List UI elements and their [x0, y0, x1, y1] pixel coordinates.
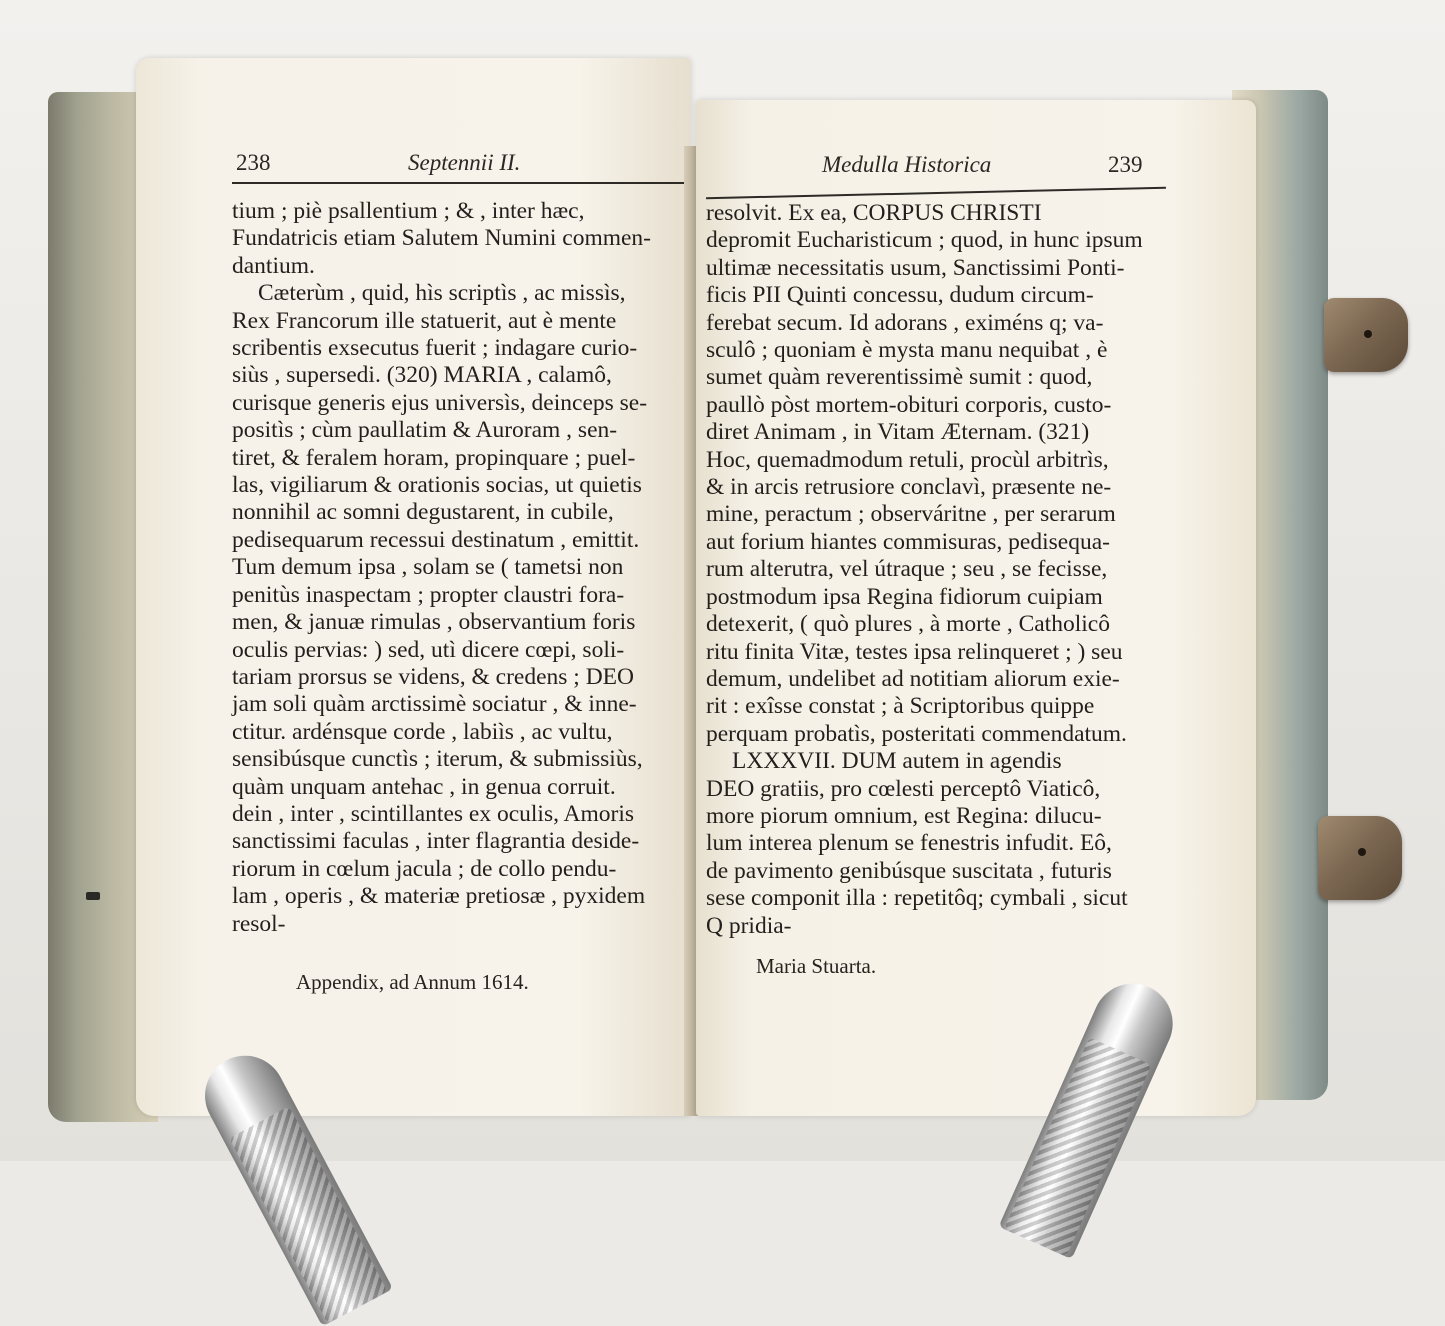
right-page-text [706, 200, 1164, 940]
text-line: positìs ; cùm paullatim & Auroram , sen- [232, 417, 618, 444]
text-line: postmodum ipsa Regina fidiorum cuipiam [706, 583, 1103, 610]
left-header-rule [232, 182, 684, 184]
left-page [136, 58, 691, 1116]
text-line: oculis pervias: ) sed, utì dicere cœpi, soli- [232, 636, 625, 663]
text-line: & in arcis retrusiore conclavì, præsente ne- [706, 474, 1112, 501]
text-line: depromit Eucharisticum ; quod, in hunc ipsum [706, 227, 1143, 254]
text-line: detexerit, ( quò plures , à morte , Catholicô [706, 611, 1110, 638]
text-line: sculô ; quoniam è mysta manu nequibat , è [706, 337, 1108, 364]
text-line: Rex Francorum ille statuerit, aut è mente [232, 307, 617, 334]
text-line: quàm unquam antehac , in genua corruit. [232, 773, 616, 800]
text-line: lum interea plenum se fenestris infudit. Eô, [706, 830, 1112, 857]
spine-pin [86, 892, 100, 900]
left-running-head: Septennii II. [408, 150, 521, 175]
text-line: ultimæ necessitatis usum, Sanctissimi Ponti- [706, 254, 1125, 281]
open-book [48, 56, 1328, 1124]
text-line: tium ; piè psallentium ; & , inter hæc, [232, 198, 585, 224]
text-line: sensibúsque cunctìs ; iterum, & submissiùs, [232, 746, 643, 773]
text-line: penitùs inaspectam ; propter claustri fora- [232, 581, 625, 608]
right-page [696, 100, 1256, 1116]
text-line: pedisequarum recessui destinatum , emittit. [232, 526, 640, 553]
text-line: ficis PII Quinti concessu, dudum circum- [706, 282, 1094, 309]
text-line: rit : exîsse constat ; à Scriptoribus quippe [706, 693, 1095, 720]
text-line: de pavimento genibúsque suscitata , futuris [706, 857, 1112, 884]
text-line: Q pridia- [706, 912, 792, 939]
text-line: lam , operis , & materiæ pretiosæ , pyxidem [232, 883, 646, 910]
text-line: dein , inter , scintillantes ex oculis, Amoris [232, 800, 635, 827]
text-line: resolvit. Ex ea, CORPUS CHRISTI [706, 200, 1042, 226]
text-line: Hoc, quemadmodum retuli, procùl arbitrìs, [706, 446, 1109, 473]
left-page-footer: Appendix, ad Annum 1614. [296, 970, 529, 994]
text-line: tiret, & feralem horam, propinquare ; puel- [232, 444, 636, 471]
right-header-rule [706, 187, 1166, 199]
text-line: men, & januæ rimulas , observantium foris [232, 609, 636, 636]
text-line: DEO gratiis, pro cœlesti perceptô Viaticô, [706, 775, 1101, 802]
text-line: sese componit illa : repetitôq; cymbali , sicut [706, 885, 1128, 912]
text-line: jam soli quàm arctissimè sociatur , & inne- [232, 691, 637, 718]
text-line: ctitur. ardénsque corde , labiìs , ac vultu, [232, 718, 613, 745]
text-line: aut forium hiantes commisuras, pedisequa- [706, 528, 1110, 555]
left-page-text [232, 198, 686, 938]
text-line: mine, peractum ; observáritne , per serarum [706, 501, 1116, 528]
text-line: nonnihil ac somni degustarent, in cubile, [232, 499, 614, 526]
right-page-number: 239 [1108, 152, 1143, 177]
text-line: perquam probatìs, posteritati commendatum. [706, 720, 1127, 747]
text-line: sanctissimi faculas , inter flagrantia deside- [232, 828, 640, 855]
text-line: tariam prorsus se videns, & credens ; DEO [232, 663, 635, 690]
text-line: curisque generis ejus universìs, deinceps se- [232, 389, 648, 416]
right-page-footer: Maria Stuarta. [756, 954, 877, 978]
text-line: siùs , supersedi. (320) MARIA , calamô, [232, 362, 612, 389]
text-line: paullò pòst mortem-obituri corporis, custo- [706, 391, 1112, 418]
text-line: demum, undelibet ad notitiam aliorum exie- [706, 665, 1120, 692]
text-line: more piorum omnium, est Regina: dilucu- [706, 802, 1102, 829]
text-line: ferebat secum. Id adorans , eximéns q; va- [706, 309, 1104, 336]
text-line: sumet quàm reverentissimè sumit : quod, [706, 364, 1093, 391]
lower-clasp [1318, 816, 1402, 900]
text-line: resol- [232, 910, 286, 937]
text-line: Cæterùm , quid, hìs scriptìs , ac missìs, [258, 280, 626, 307]
text-line: ritu finita Vitæ, testes ipsa relinqueret ; ) seu [706, 638, 1123, 665]
text-line: Fundatricis etiam Salutem Numini commen- [232, 225, 652, 252]
right-running-head: Medulla Historica [822, 152, 992, 177]
text-line: riorum in cœlum jacula ; de collo pendu- [232, 855, 617, 882]
text-line: Tum demum ipsa , solam se ( tametsi non [232, 554, 624, 581]
left-page-number: 238 [236, 150, 271, 175]
upper-clasp [1324, 298, 1408, 372]
text-line: LXXXVII. DUM autem in agendis [732, 748, 1062, 775]
text-line: dantium. [232, 252, 315, 279]
text-line: diret Animam , in Vitam Æternam. (321) [706, 419, 1090, 446]
text-line: scribentis exsecutus fuerit ; indagare curio- [232, 335, 638, 362]
text-line: las, vigiliarum & orationis socias, ut quietis [232, 472, 642, 499]
text-line: rum alterutra, vel útraque ; seu , se fecisse, [706, 556, 1108, 583]
